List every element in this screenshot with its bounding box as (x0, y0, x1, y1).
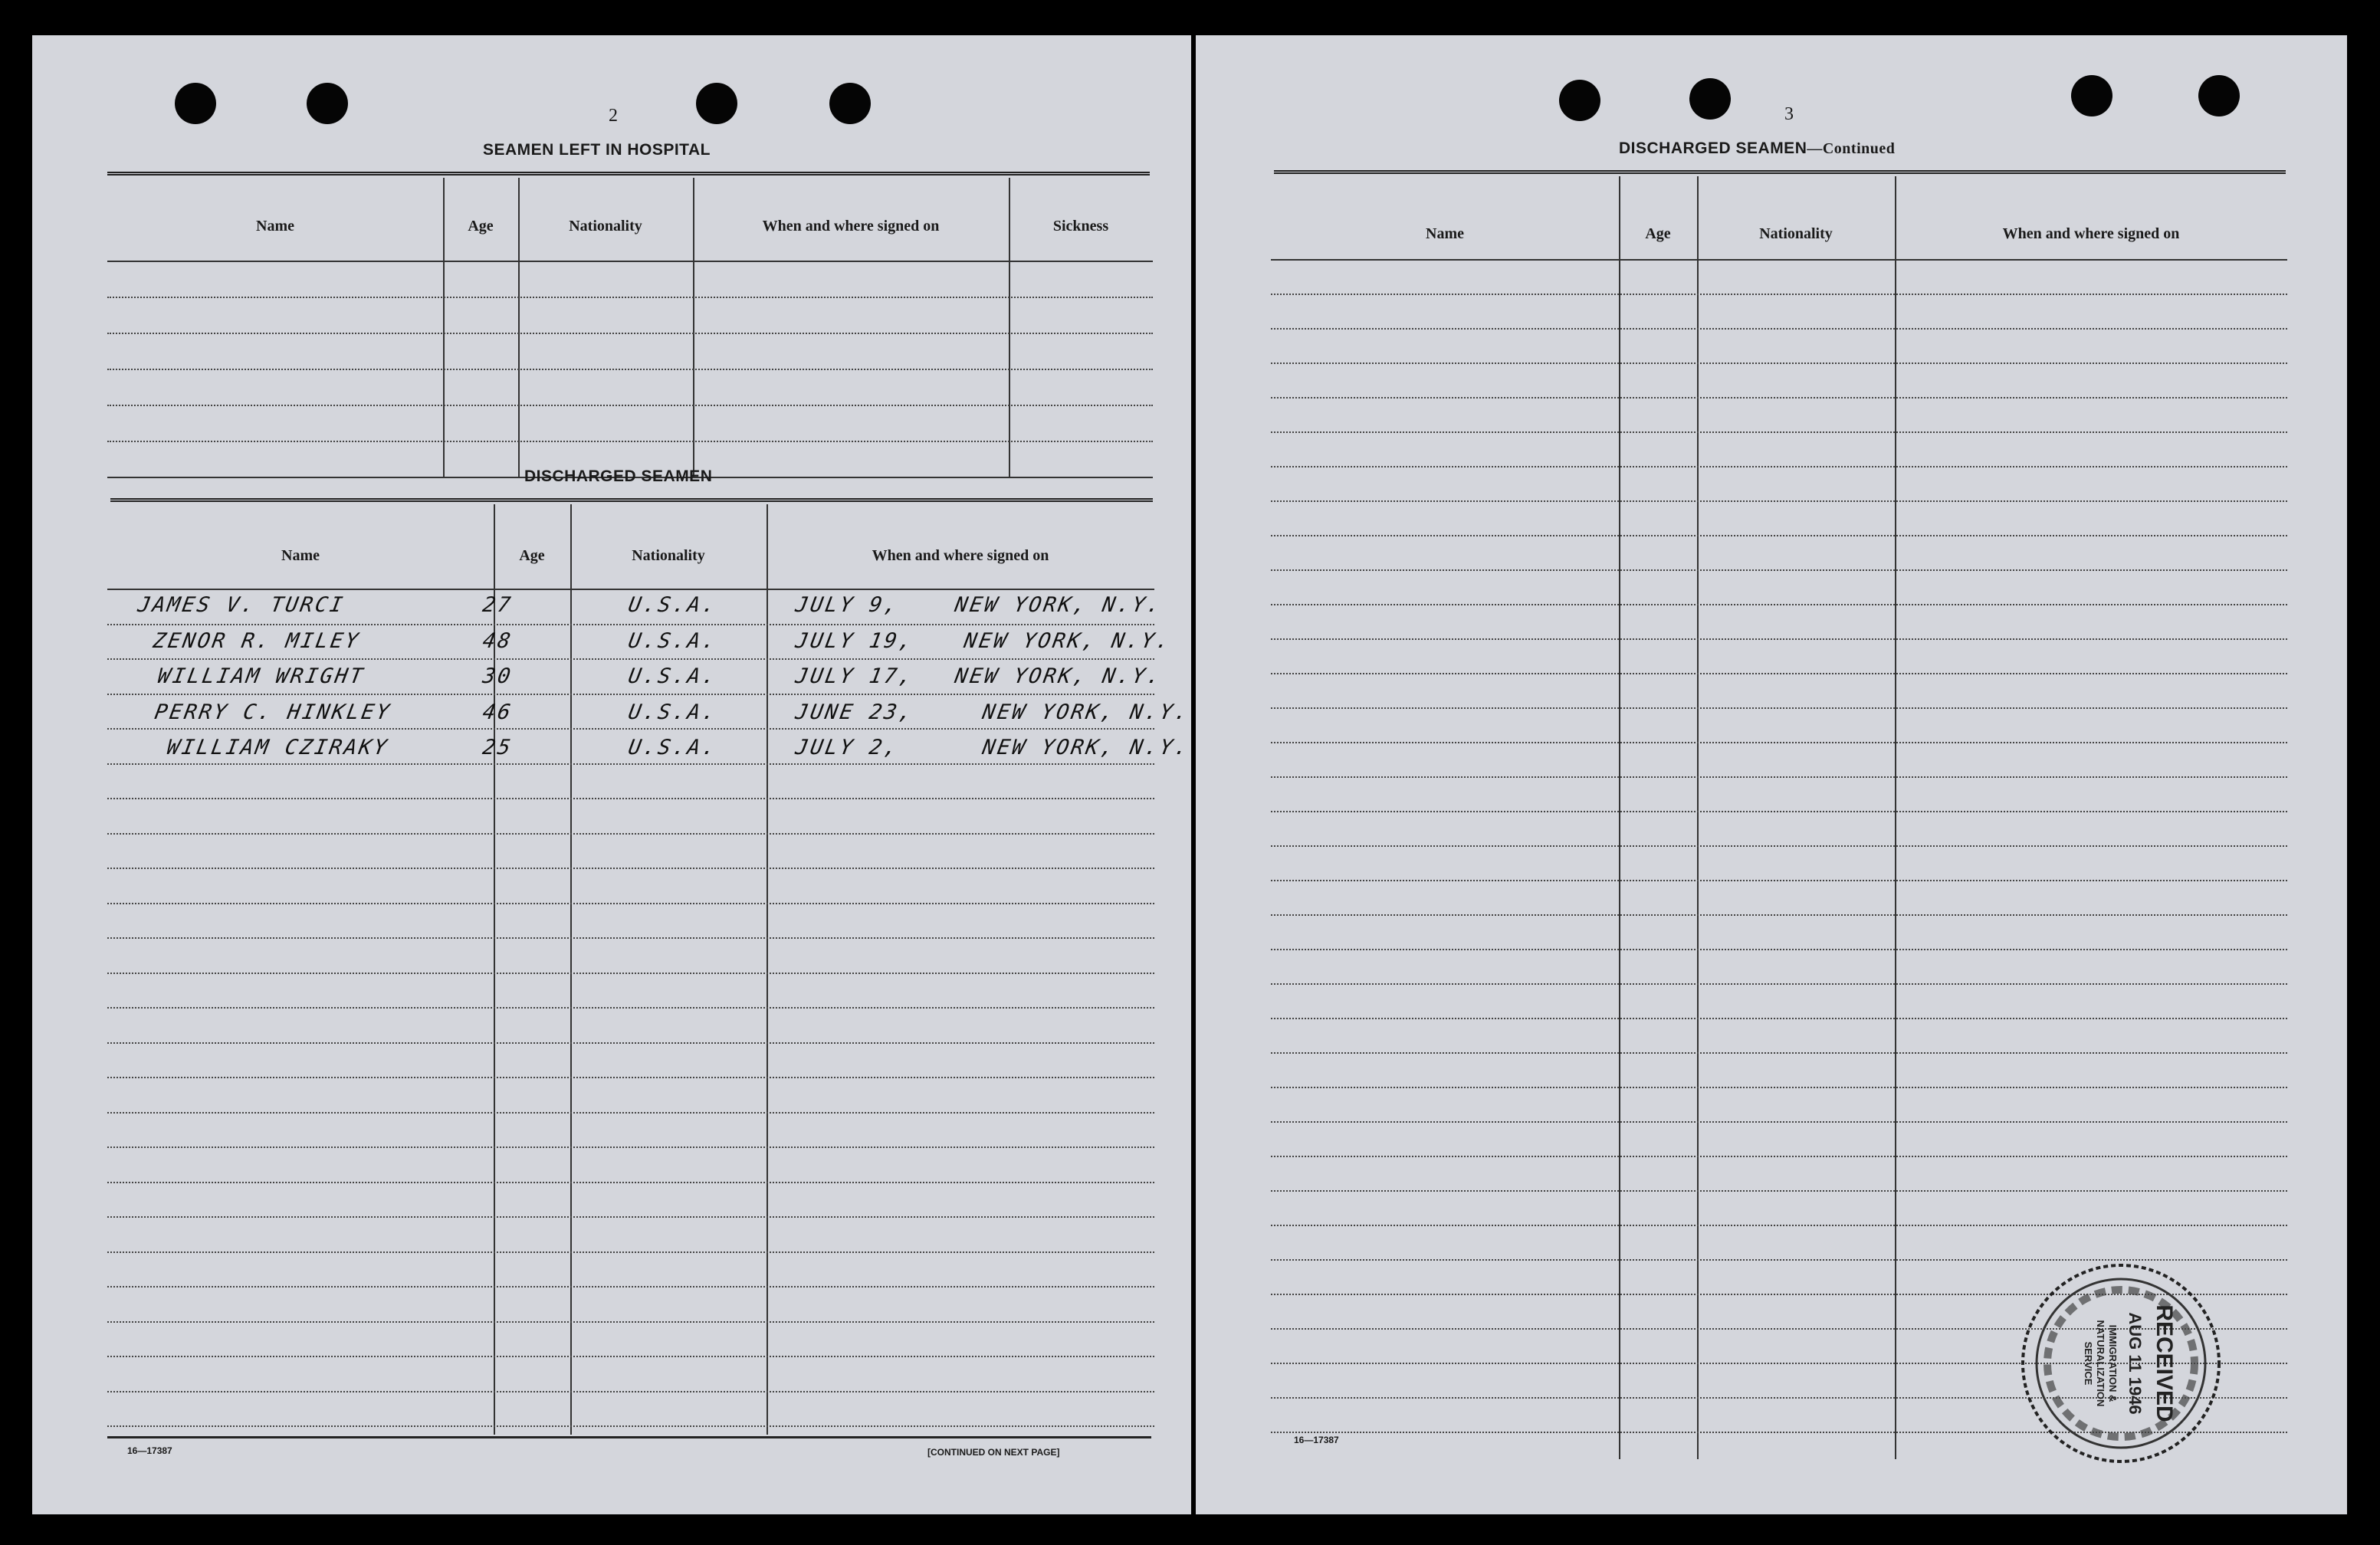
header-rule (107, 261, 1153, 262)
row-rule (107, 694, 1154, 695)
row-rule (107, 658, 1154, 660)
seaman-age: 30 (481, 664, 515, 688)
row-rule (1271, 362, 2287, 364)
row-rule (1271, 811, 2287, 812)
section-title-main: DISCHARGED SEAMEN (1619, 139, 1807, 157)
column-header: Name (256, 218, 294, 235)
signed-on-date: JUNE 23, (793, 700, 916, 724)
punch-hole (829, 83, 871, 124)
signed-on-place: NEW YORK, N.Y. (980, 700, 1192, 724)
row-rule (107, 1425, 1154, 1427)
row-rule (1271, 673, 2287, 674)
seaman-age: 46 (481, 700, 515, 724)
row-rule (107, 1007, 1154, 1009)
row-rule (1271, 949, 2287, 950)
stamp-line2: NATURALIZATION (2095, 1320, 2106, 1407)
column-header: When and where signed on (762, 218, 940, 235)
page-number: 3 (1784, 104, 1794, 124)
column-header: When and where signed on (872, 547, 1049, 564)
seaman-name: WILLIAM CZIRAKY (165, 736, 391, 759)
signed-on-date: JULY 2, (793, 736, 901, 759)
column-divider (1697, 176, 1699, 1459)
discharged-section-title: DISCHARGED SEAMEN (524, 467, 713, 485)
row-rule (1271, 500, 2287, 502)
row-rule (107, 833, 1154, 835)
seaman-nationality: U.S.A. (626, 736, 720, 759)
row-rule (107, 1251, 1154, 1253)
column-divider (1619, 176, 1620, 1459)
hospital-section-title: SEAMEN LEFT IN HOSPITAL (483, 141, 711, 159)
row-rule (1271, 1156, 2287, 1157)
row-rule (107, 405, 1153, 406)
row-rule (107, 1112, 1154, 1114)
row-rule (107, 1286, 1154, 1288)
row-rule (1271, 1121, 2287, 1123)
header-rule (107, 589, 1154, 590)
row-rule (107, 973, 1154, 974)
row-rule (1271, 328, 2287, 330)
signed-on-date: JULY 19, (793, 628, 916, 653)
table-top-rule (110, 498, 1153, 504)
punch-hole (307, 83, 348, 124)
row-rule (107, 1216, 1154, 1218)
column-header: Name (281, 547, 320, 564)
punch-hole (2198, 75, 2240, 116)
seaman-nationality: U.S.A. (626, 700, 720, 724)
row-rule (1271, 1052, 2287, 1054)
signed-on-date: JULY 17, (793, 664, 916, 688)
row-rule (1271, 707, 2287, 709)
row-rule (1271, 1018, 2287, 1019)
row-rule (1271, 431, 2287, 433)
row-rule (107, 798, 1154, 799)
seaman-name: WILLIAM WRIGHT (156, 664, 367, 688)
seaman-name: PERRY C. HINKLEY (153, 700, 393, 724)
punch-hole (1689, 78, 1731, 120)
row-rule (1271, 1225, 2287, 1226)
signed-on-place: NEW YORK, N.Y. (953, 593, 1164, 617)
column-header: Age (519, 547, 545, 564)
stamp-line1: IMMIGRATION & (2107, 1324, 2119, 1402)
seaman-nationality: U.S.A. (626, 664, 720, 688)
row-rule (1271, 535, 2287, 536)
punch-hole (696, 83, 737, 124)
left-page (32, 35, 1191, 1514)
column-divider (767, 504, 768, 1435)
column-header: Nationality (1759, 225, 1833, 242)
punch-hole (1559, 80, 1600, 121)
row-rule (1271, 914, 2287, 916)
column-header: Nationality (632, 547, 705, 564)
table-top-rule (107, 172, 1150, 178)
row-rule (107, 1077, 1154, 1078)
column-header: When and where signed on (2002, 225, 2180, 242)
row-rule (107, 333, 1153, 334)
stamp-date: AUG 11 1946 (2126, 1312, 2145, 1415)
signed-on-place: NEW YORK, N.Y. (953, 664, 1164, 688)
header-rule (1271, 259, 2287, 261)
continued-note: [CONTINUED ON NEXT PAGE] (927, 1447, 1060, 1458)
row-rule (107, 903, 1154, 904)
stamp-word: RECEIVED (2152, 1304, 2177, 1422)
column-header: Age (468, 218, 494, 235)
column-header: Age (1645, 225, 1671, 242)
seaman-name: JAMES V. TURCI (136, 593, 347, 617)
received-stamp (2017, 1260, 2224, 1467)
row-rule (107, 868, 1154, 869)
row-rule (1271, 983, 2287, 985)
seaman-age: 25 (481, 736, 515, 759)
row-rule (1271, 845, 2287, 847)
column-divider (570, 504, 572, 1435)
stamp-line3: SERVICE (2083, 1341, 2094, 1386)
row-rule (1271, 742, 2287, 743)
bottom-rule (107, 1436, 1151, 1438)
row-rule (107, 763, 1154, 765)
seaman-age: 48 (481, 628, 515, 653)
column-header: Sickness (1052, 218, 1109, 235)
row-rule (107, 1182, 1154, 1183)
row-rule (1271, 294, 2287, 295)
section-title-suffix: —Continued (1807, 140, 1896, 157)
row-rule (107, 1042, 1154, 1044)
hospital-table (107, 178, 1153, 478)
column-divider (1895, 176, 1896, 1459)
row-rule (1271, 604, 2287, 605)
row-rule (107, 624, 1154, 625)
row-rule (107, 937, 1154, 939)
row-rule (107, 1391, 1154, 1392)
row-rule (1271, 1087, 2287, 1088)
row-rule (107, 297, 1153, 298)
table-top-rule (1274, 170, 2286, 176)
discharged-continued-title (1619, 139, 1895, 158)
discharged-table (107, 504, 1192, 1470)
column-header: Nationality (569, 218, 642, 235)
signed-on-place: NEW YORK, N.Y. (962, 628, 1174, 653)
row-rule (1271, 776, 2287, 778)
row-rule (107, 728, 1154, 730)
seaman-nationality: U.S.A. (626, 593, 720, 617)
row-rule (1271, 880, 2287, 881)
punch-hole (2071, 75, 2112, 116)
row-rule (107, 369, 1153, 370)
form-number: 16—17387 (127, 1445, 172, 1456)
punch-hole (175, 83, 216, 124)
row-rule (1271, 569, 2287, 571)
seaman-nationality: U.S.A. (626, 628, 720, 653)
form-number: 16—17387 (1294, 1435, 1339, 1445)
row-rule (107, 1356, 1154, 1357)
page-number: 2 (609, 106, 618, 126)
row-rule (107, 441, 1153, 442)
row-rule (1271, 1190, 2287, 1192)
row-rule (1271, 466, 2287, 467)
row-rule (107, 1321, 1154, 1323)
row-rule (107, 1146, 1154, 1148)
right-page (1196, 35, 2347, 1514)
seaman-name: ZENOR R. MILEY (151, 628, 363, 653)
seaman-age: 27 (481, 593, 515, 617)
signed-on-date: JULY 9, (793, 593, 901, 617)
row-rule (1271, 397, 2287, 399)
column-header: Name (1426, 225, 1464, 242)
row-rule (1271, 638, 2287, 640)
signed-on-place: NEW YORK, N.Y. (980, 736, 1192, 759)
